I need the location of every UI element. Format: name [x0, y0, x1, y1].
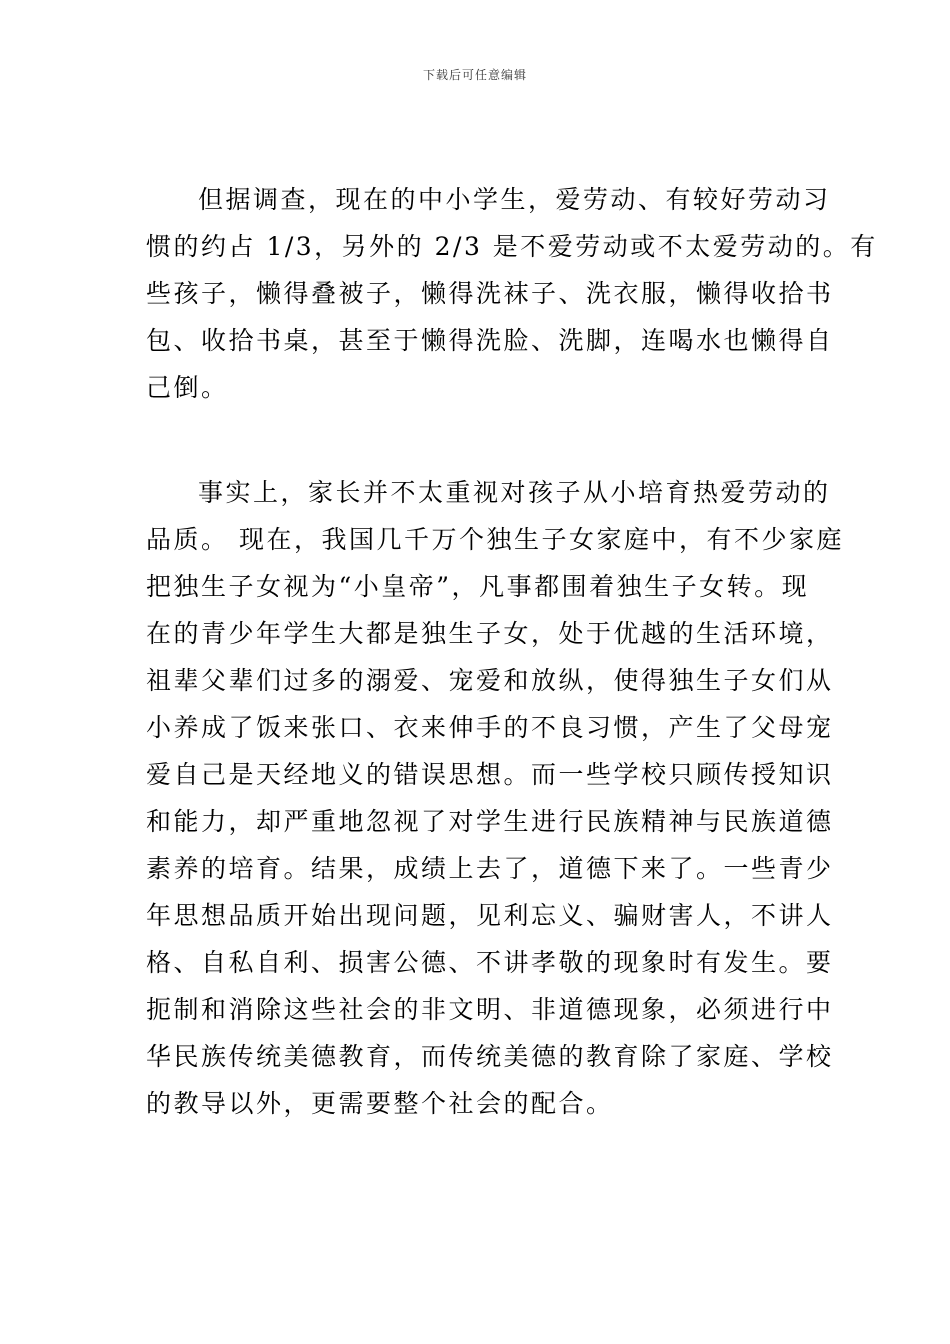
- text-line: 素养的培育。结果，成绩上去了，道德下来了。一些青少: [146, 854, 834, 883]
- text-line: 包、收拾书桌，甚至于懒得洗脸、洗脚，连喝水也懒得自: [146, 326, 834, 355]
- paragraph-1: [146, 180, 878, 408]
- text-line: 把独生子女视为“小皇帝”，凡事都围着独生子女转。现: [146, 572, 810, 601]
- paragraph-spacer: [146, 415, 808, 473]
- paragraph-2: [146, 473, 844, 1124]
- text-line: 华民族传统美德教育，而传统美德的教育除了家庭、学校: [146, 1042, 834, 1071]
- text-line: 年思想品质开始出现问题，见利忘义、骗财害人，不讲人: [146, 901, 834, 930]
- text-line: 但据调查，现在的中小学生，爱劳动、有较好劳动习: [198, 185, 831, 214]
- document-body: [146, 180, 878, 1131]
- text-line: 事实上，家长并不太重视对孩子从小培育热爱劳动的: [198, 478, 831, 507]
- text-line: 祖辈父辈们过多的溺爱、宠爱和放纵，使得独生子女们从: [146, 666, 834, 695]
- text-line: 格、自私自利、损害公德、不讲孝敬的现象时有发生。要: [146, 948, 834, 977]
- text-line: 扼制和消除这些社会的非文明、非道德现象，必须进行中: [146, 995, 834, 1024]
- text-line: 在的青少年学生大都是独生子女，处于优越的生活环境，: [146, 619, 834, 648]
- text-line: 些孩子，懒得叠被子，懒得洗袜子、洗衣服，懒得收拾书: [146, 279, 834, 308]
- text-line: 的教导以外，更需要整个社会的配合。: [146, 1089, 614, 1118]
- text-line: 小养成了饭来张口、衣来伸手的不良习惯，产生了父母宠: [146, 713, 834, 742]
- text-line: 和能力，却严重地忽视了对学生进行民族精神与民族道德: [146, 807, 834, 836]
- text-line: 品质。 现在，我国几千万个独生子女家庭中，有不少家庭: [146, 525, 844, 554]
- page-header-note: 下载后可任意编辑: [422, 68, 527, 82]
- text-line: 惯的约占 1/3，另外的 2/3 是不爱劳动或不太爱劳动的。有: [146, 232, 878, 261]
- text-line: 己倒。: [146, 373, 229, 402]
- text-line: 爱自己是天经地义的错误思想。而一些学校只顾传授知识: [146, 760, 834, 789]
